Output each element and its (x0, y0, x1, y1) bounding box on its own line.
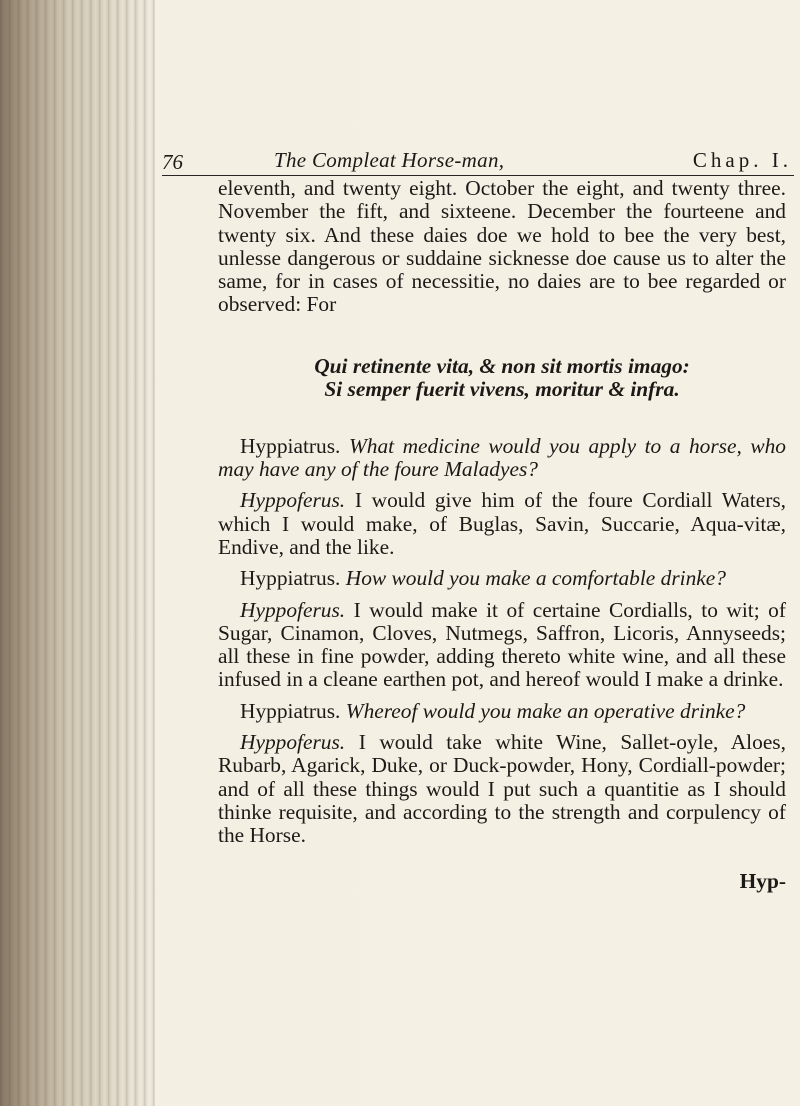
motto-line-1: Qui retinente vita, & non sit mortis imago: (314, 353, 690, 378)
speaker-hyppiatrus: Hyppiatrus. (240, 698, 341, 723)
latin-motto (218, 355, 786, 401)
question-3 (218, 700, 786, 723)
question-1-text: What medicine would you apply to a horse, who may have any of the foure Maladyes? (218, 433, 787, 482)
intro-paragraph: eleventh, and twenty eight. October the eight, and twenty three. November the fift, and sixteene. December the fourteene and twenty six. And these daies doe we hold to bee the very best, unlesse dangerous or suddaine sicknesse doe cause us to alter the same, for in cases of necessitie, no daies are to bee regarded or observed: For (218, 176, 786, 317)
speaker-hyppiatrus: Hyppiatrus. (240, 433, 341, 458)
page-number: 76 (162, 150, 183, 174)
answer-2-text: I would make it of certaine Cordialls, to wit; of Sugar, Cinamon, Cloves, Nutmegs, Saffron, Licoris, Annyseeds; all these in fine powder, adding thereto white wine, and all these infused in a cleane earthen pot, and hereof would I make a drinke. (218, 597, 786, 692)
speaker-hyppoferus: Hyppoferus. (240, 488, 346, 513)
question-2 (218, 567, 786, 590)
question-3-text: Whereof would you make an operative drinke? (345, 698, 746, 723)
catchword: Hyp- (739, 868, 786, 893)
speaker-hyppoferus: Hyppoferus. (240, 730, 346, 755)
answer-1-text: I would give him of the foure Cordiall Waters, which I would make, of Buglas, Savin, Succarie, Aqua-vitæ, Endive, and the like. (218, 488, 786, 559)
book-binding (0, 0, 155, 1106)
chapter-label: Chap. I. (692, 148, 792, 172)
question-1 (218, 435, 786, 482)
answer-1 (218, 489, 786, 559)
motto-line-2: Si semper fuerit vivens, moritur & infra. (324, 376, 680, 401)
question-2-text: How would you make a comfortable drinke? (345, 566, 726, 591)
running-title: The Compleat Horse-man, (274, 148, 505, 172)
page-text (218, 177, 786, 893)
speaker-hyppiatrus: Hyppiatrus. (240, 566, 341, 591)
answer-2 (218, 599, 786, 692)
speaker-hyppoferus: Hyppoferus. (240, 597, 346, 622)
answer-3-text: I would take white Wine, Sallet-oyle, Aloes, Rubarb, Agarick, Duke, or Duck-powder, Hony, Cordiall-powder; and of all these things would I put such a quantitie as I should thinke requisite, and according to the strength and corpulency of the Horse. (218, 730, 786, 848)
answer-3 (218, 731, 786, 847)
